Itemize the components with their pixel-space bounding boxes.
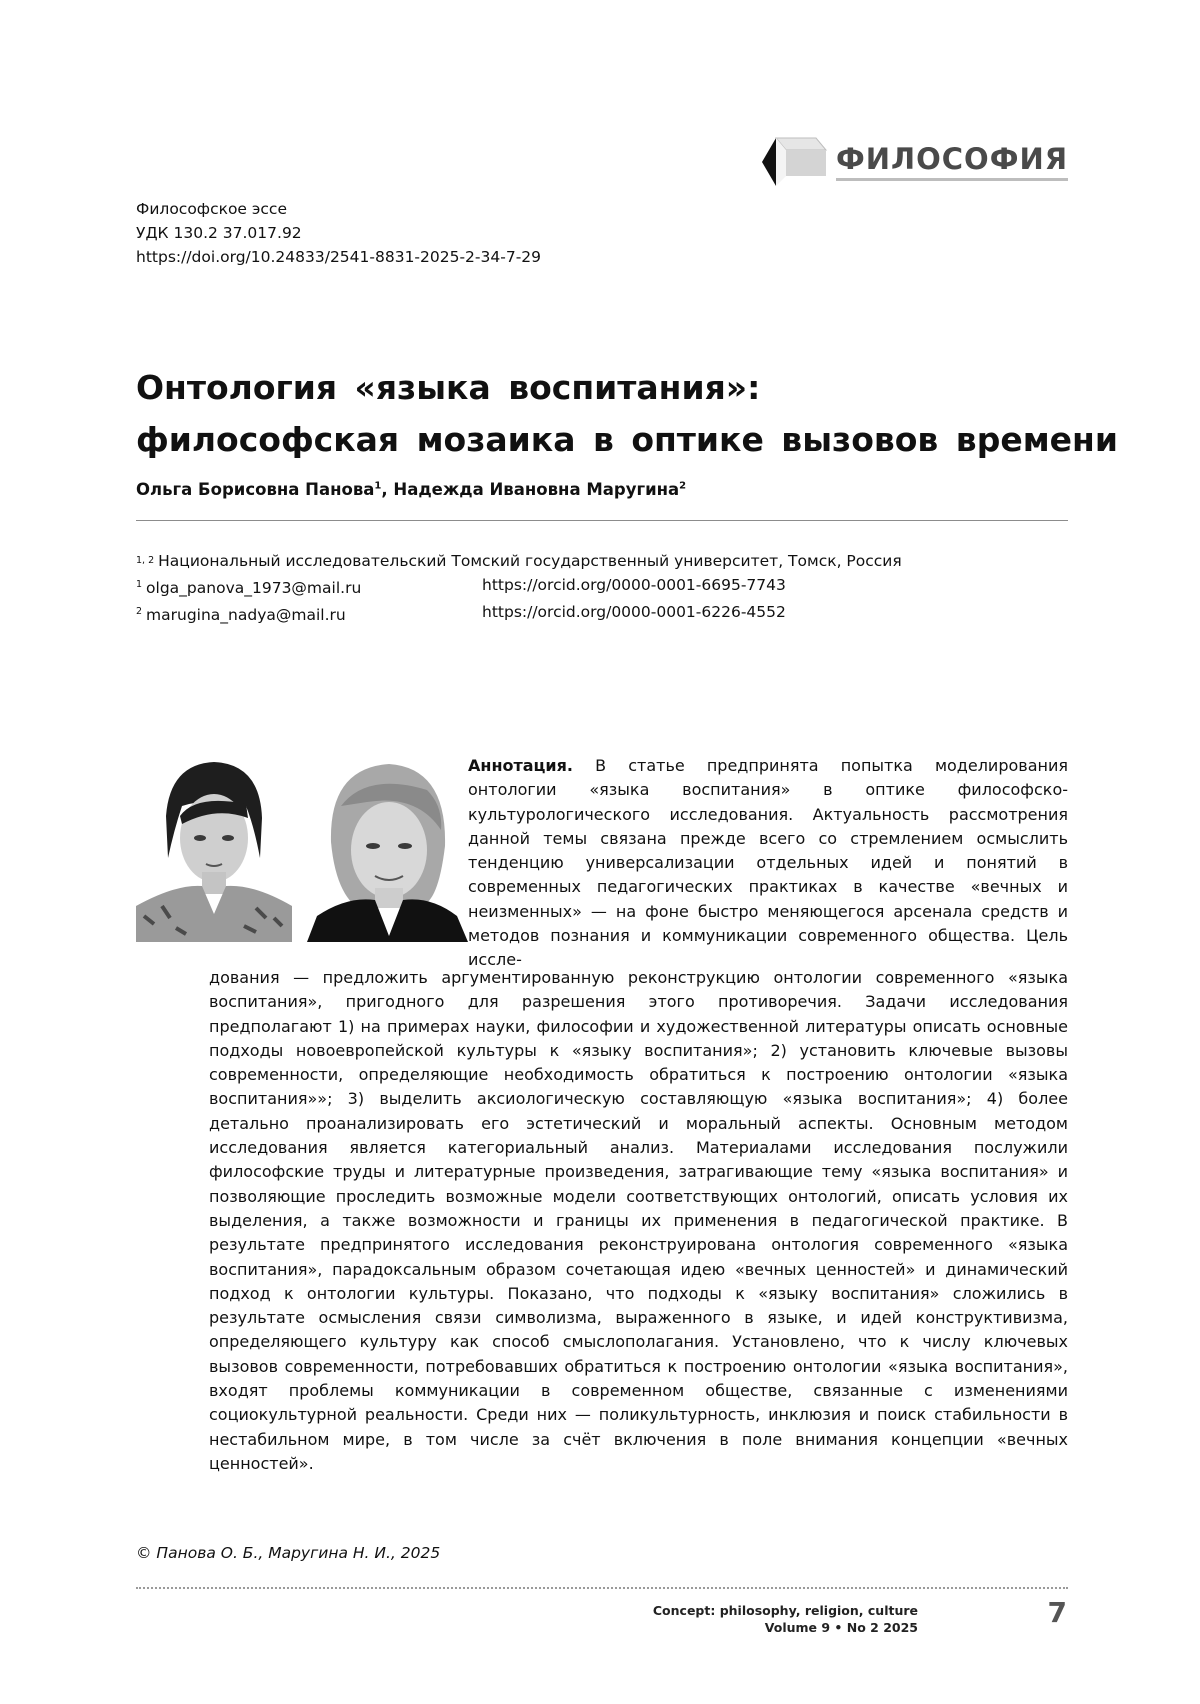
contact-1-email[interactable]: olga_panova_1973@mail.ru xyxy=(146,579,362,598)
journal-issue: Volume 9 • No 2 2025 xyxy=(764,1620,918,1635)
affiliation-sup: 1, 2 xyxy=(136,555,155,566)
article-title xyxy=(136,362,1118,466)
copyright: © Панова О. Б., Маругина Н. И., 2025 xyxy=(136,1544,441,1562)
contact-2-email[interactable]: marugina_nadya@mail.ru xyxy=(146,606,346,625)
contact-row-1 xyxy=(136,573,1068,600)
author-1-sup: 1 xyxy=(374,480,382,492)
journal-name: Concept: philosophy, religion, culture xyxy=(652,1603,918,1618)
udc-code: УДК 130.2 37.017.92 xyxy=(136,224,302,242)
affiliation-block xyxy=(136,549,1068,627)
authors xyxy=(136,480,686,499)
author-1-name: Ольга Борисовна Панова xyxy=(136,480,375,499)
rubric: Философское эссе xyxy=(136,200,287,218)
affiliation-text: Национальный исследовательский Томский государственный университет, Томск, Россия xyxy=(158,552,902,570)
title-line-2: философская мозаика в оптике вызовов времени xyxy=(136,420,1118,459)
contact-2-orcid[interactable]: https://orcid.org/0000-0001-6226-4552 xyxy=(482,603,786,622)
authors-divider xyxy=(136,520,1068,521)
author-separator: , xyxy=(381,480,394,499)
abstract-continuation xyxy=(209,966,1068,1476)
page-number: 7 xyxy=(1047,1596,1067,1629)
section-rule xyxy=(836,178,1068,181)
affiliation-row xyxy=(136,549,1068,573)
abstract-part-2: дования — предложить аргументированную реконструкцию онтологии современного «языка воспитания», пригодного для разрешения этого противоречия. Задачи исследования предполагают 1) на примерах науки, философии и художественной литературы описать основные подходы новоевропейской культуры к «языку воспитания»; 2) установить ключевые вызовы современности, определяющие необходимость обратиться к построению онтологии «языка воспитания»»; 3) выделить аксиологическую составляющую «языка воспитания»; 4) более детально проанализировать его эстетический и моральный аспекты. Основным методом исследования является категориальный анализ. Материалами исследования послужили философские труды и литературные произведения, затрагивающие тему «языка воспитания» и позволяющие проследить возможные модели соответствующих онтологий, описать условия их выделения, а также возможности и границы их применения в педагогической практике. В результате предпринятого исследования реконструирована онтология современного «языка воспитания», парадоксальным образом сочетающая идею «вечных ценностей» и динамический подход к онтологии культуры. Показано, что подходы к «языку воспитания» сложились в результате осмысления связи символизма, выраженного в языке, и идей конструктивизма, определяющего культуру как способ смыслополагания. Установлено, что к числу ключевых вызовов современности, потребовавших обратиться к построению онтологии «языка воспитания», входят проблемы коммуникации в современном обществе, связанные с изменениями социокультурной реальности. Среди них — поликультурность, инклюзия и поиск стабильности в нестабильном мире, в том числе за счёт включения в поле внимания концепции «вечных ценностей». xyxy=(209,968,1068,1473)
title-line-1: Онтология «языка воспитания»: xyxy=(136,368,761,407)
section-header xyxy=(760,136,1068,188)
photo-author-2 xyxy=(307,746,468,942)
author-2-name: Надежда Ивановна Маругина xyxy=(393,480,680,499)
doi-link[interactable]: https://doi.org/10.24833/2541-8831-2025-2-34-7-29 xyxy=(136,248,542,266)
abstract-label: Аннотация. xyxy=(468,756,573,775)
abstract-top xyxy=(468,754,1068,973)
contact-1-orcid[interactable]: https://orcid.org/0000-0001-6695-7743 xyxy=(482,576,786,594)
section-title: ФИЛОСОФИЯ xyxy=(836,142,1069,176)
journal-info xyxy=(600,1602,918,1636)
footer-divider xyxy=(136,1587,1068,1589)
abstract-part-1: В статье предпринята попытка моделирования онтологии «языка воспитания» в оптике философско-культурологического исследования. Актуальность рассмотрения данной темы связана прежде всего со стремлением осмыслить тенденцию универсализации отдельных идей и понятий в современных педагогических практиках в качестве «вечных и неизменных» — на фоне быстро меняющегося арсенала средств и методов познания и коммуникации современного общества. Цель иссле- xyxy=(468,756,1068,970)
article-meta xyxy=(136,197,541,269)
contact-2-sup: 2 xyxy=(136,606,143,618)
author-2-sup: 2 xyxy=(679,480,687,492)
cube-logo-icon xyxy=(760,136,830,188)
contact-row-2 xyxy=(136,600,1068,627)
contact-1-sup: 1 xyxy=(136,579,143,590)
photo-author-1 xyxy=(136,746,292,942)
